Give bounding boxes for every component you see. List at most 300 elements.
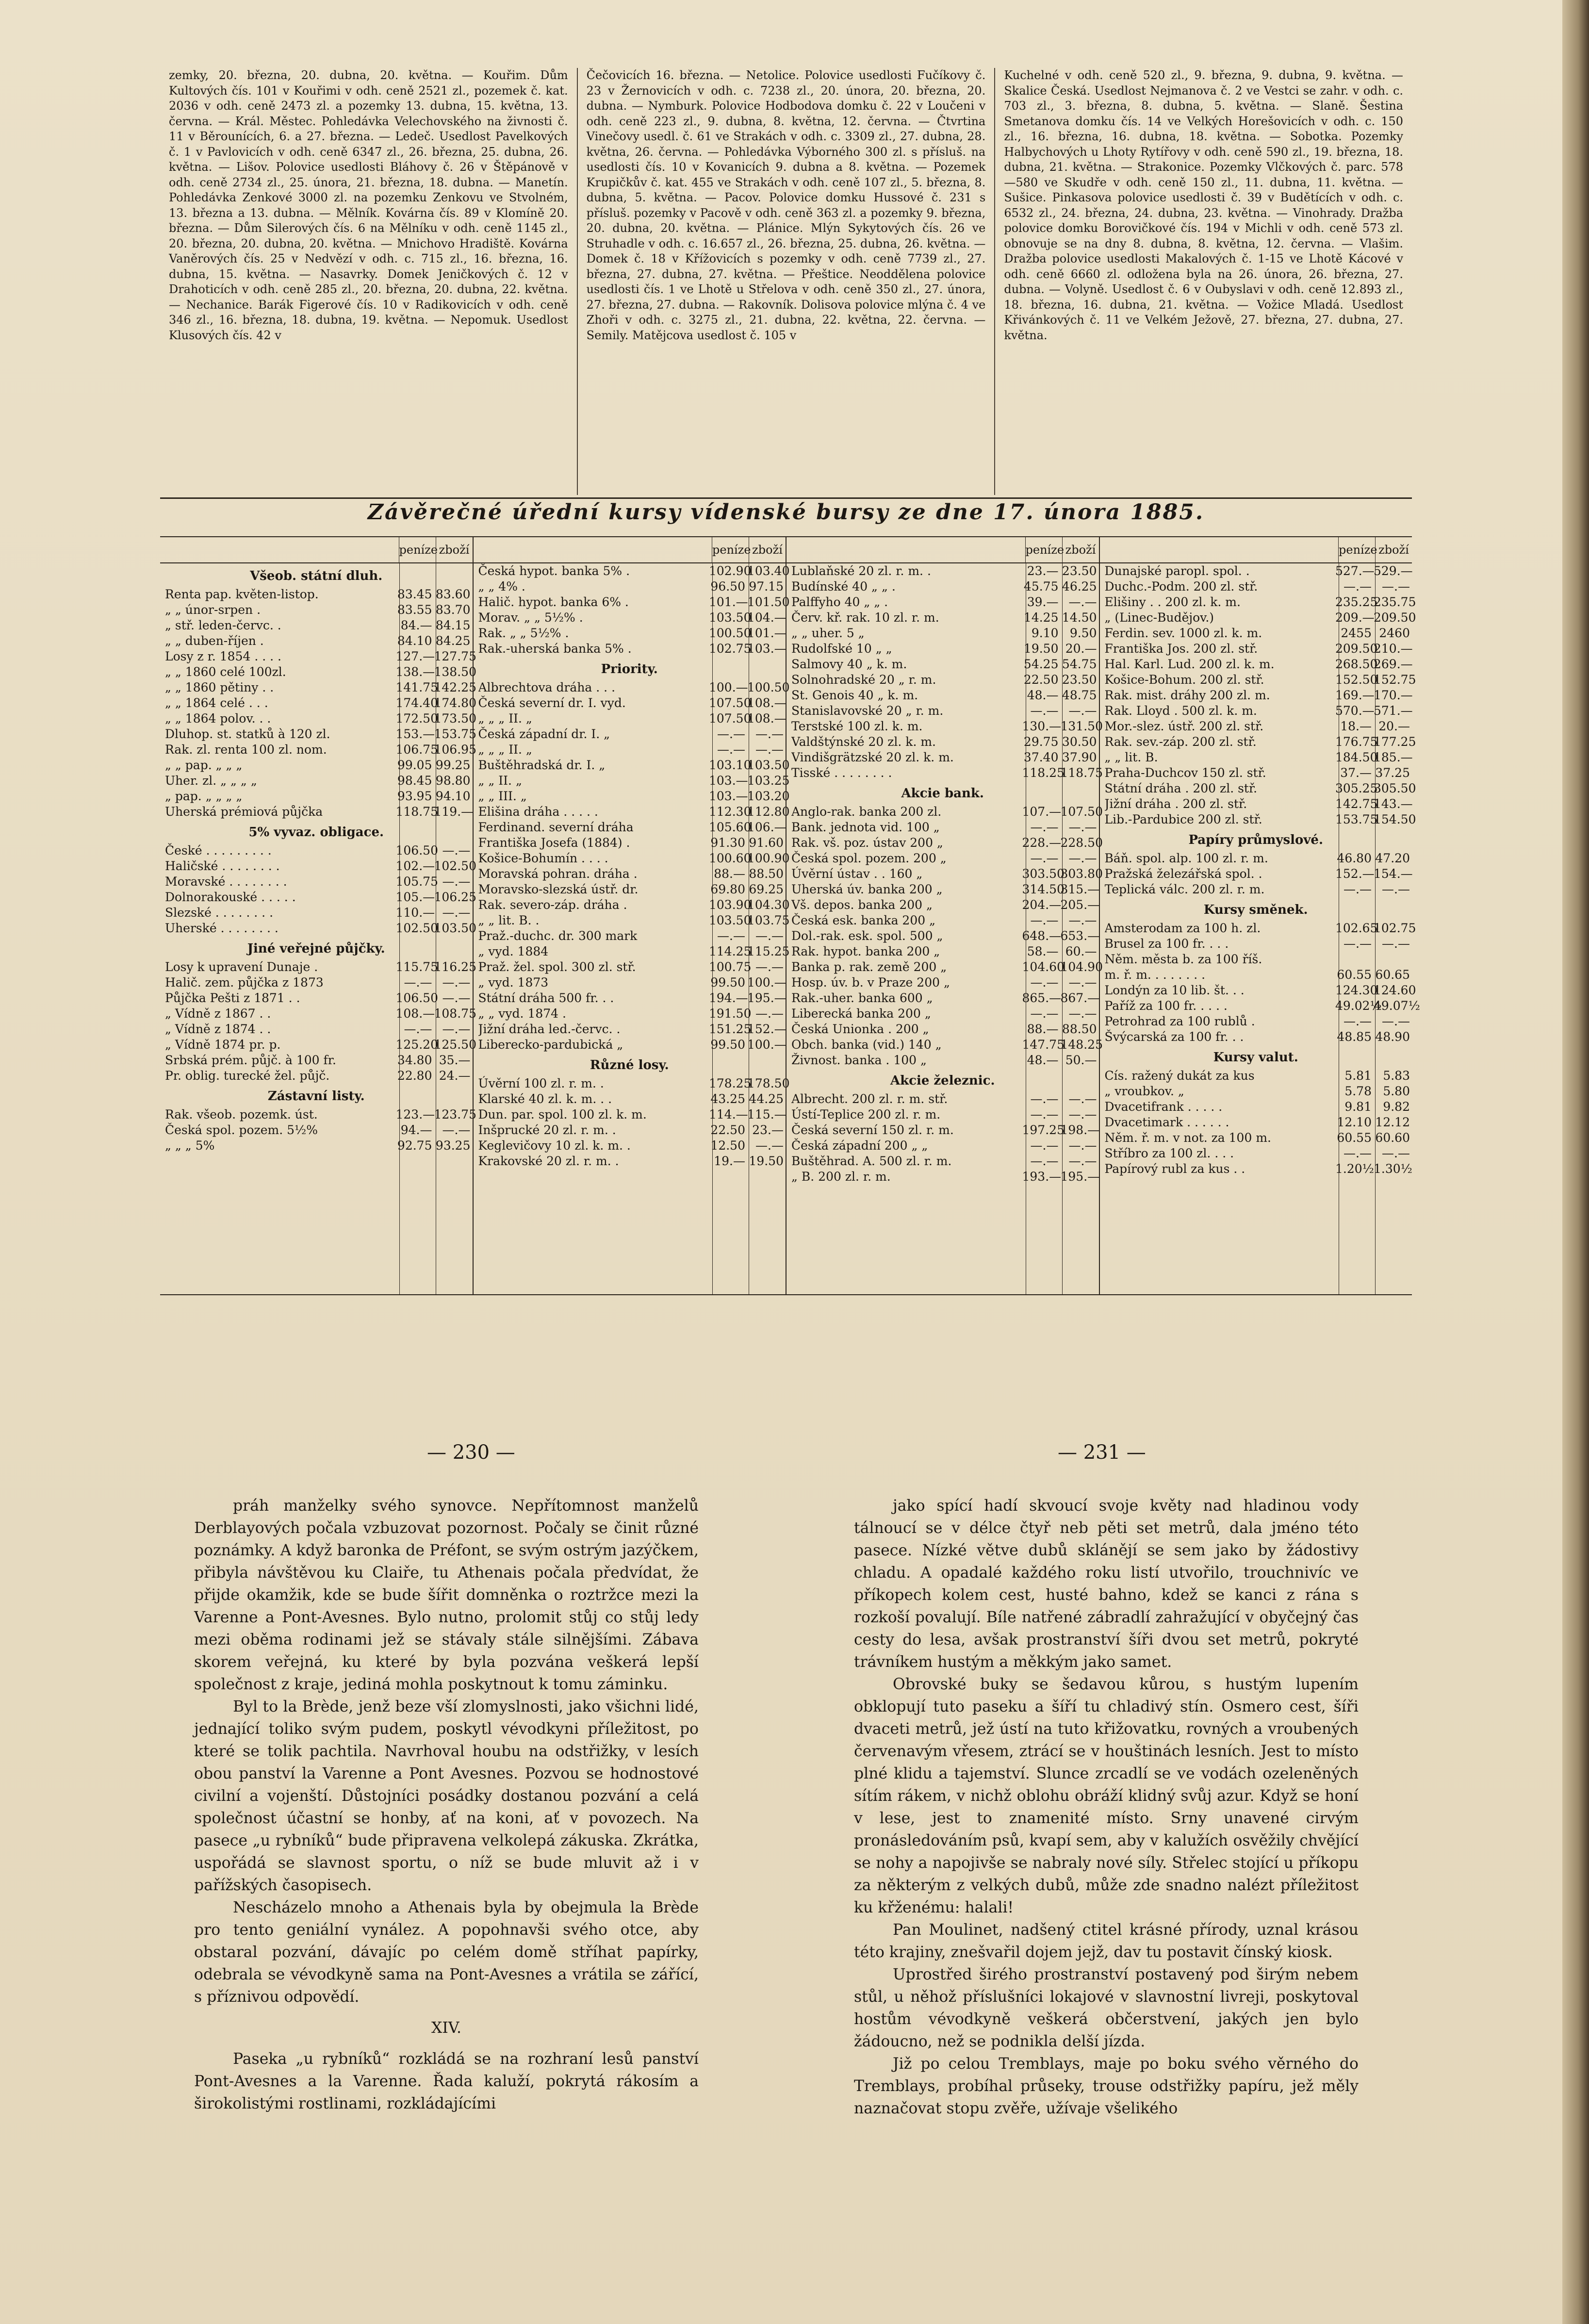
exchange-quotes-table — [160, 536, 1420, 1295]
price-money: 648.— — [1022, 929, 1062, 943]
quote-row — [474, 944, 790, 959]
price-money: 102.75 — [709, 642, 752, 656]
price-goods: 303.80 — [1060, 867, 1103, 881]
price-money: 118.75 — [395, 805, 438, 819]
price-goods: 125.50 — [434, 1038, 476, 1052]
quote-row — [786, 719, 1103, 734]
price-money: 43.25 — [710, 1092, 745, 1106]
security-name: Halič. zem. půjčka z 1873 — [165, 975, 324, 989]
price-money: 88.— — [714, 867, 745, 881]
security-name: Amsterodam za 100 h. zl. — [1104, 921, 1261, 935]
price-goods: 14.50 — [1062, 610, 1097, 625]
security-name: Úvěrní 100 zl. r. m. . — [478, 1076, 604, 1090]
paragraph: práh manželky svého synovce. Nepřítomnost manželů Derblayových počala vzbuzovat pozornost. Počaly se činit různé poznámky. A když baronka de Préfont, se svým ostrým jazýčkem, přibyla návštěvou ku Claiře, tu Athenais počala předvídat, že přijde okamžik, kde se bude šířit domněnka o roztržce mezi la Varenne a Pont-Avesnes. Bylo nutno, prolomit stůj co stůj ledy mezi oběma rodinami jež se stávaly stále silnějšími. Zábava skorem veřejná, ku které by byla pozvána veškerá lepší společnost z kraje, jediná mohla poskytnout k tomu záminku. — [194, 1497, 699, 1693]
security-name: Haličské . . . . . . . . — [165, 859, 280, 873]
price-goods: 152.75 — [1374, 673, 1416, 687]
price-goods: 24.— — [439, 1069, 471, 1083]
quote-row — [1100, 703, 1412, 719]
price-money: 103.10 — [709, 758, 752, 772]
price-money: 193.— — [1022, 1170, 1062, 1184]
quote-row — [160, 959, 476, 975]
price-money: 235.25 — [1335, 595, 1378, 609]
price-goods: —.— — [1068, 595, 1097, 609]
price-goods: —.— — [442, 991, 471, 1005]
quote-row — [786, 688, 1099, 703]
security-name: Rak. „ „ 5½% . — [478, 626, 569, 640]
price-goods: 174.80 — [434, 696, 476, 710]
quote-row — [474, 1138, 786, 1154]
security-name: Krakovské 20 zl. r. m. . — [478, 1154, 619, 1168]
price-goods: 108.— — [747, 711, 786, 725]
price-goods: 235.75 — [1374, 595, 1416, 609]
quotes-column-1 — [160, 537, 476, 1294]
price-money: 152.50 — [1335, 673, 1378, 687]
security-name: Františka Josefa (1884) . — [478, 836, 630, 850]
quote-row — [1100, 921, 1416, 936]
price-money: 22.80 — [397, 1069, 432, 1083]
header-goods: zboží — [749, 537, 786, 562]
price-goods: 228.50 — [1060, 836, 1103, 850]
quote-row — [1100, 983, 1416, 998]
quote-row — [786, 657, 1099, 672]
security-name: m. ř. m. . . . . . . . — [1104, 968, 1206, 982]
quote-row — [1100, 1014, 1412, 1029]
security-name: Anglo-rak. banka 200 zl. — [791, 805, 942, 819]
quotes-section-title: Kursy směnek. — [1203, 903, 1308, 917]
price-goods: 123.75 — [434, 1107, 476, 1121]
header-money: peníze — [1025, 537, 1062, 562]
price-money: 102.— — [395, 859, 435, 873]
price-money: 105.75 — [395, 874, 438, 889]
price-goods: 5.83 — [1383, 1069, 1410, 1083]
security-name: „ „ vyd. 1874 . — [478, 1006, 566, 1021]
price-goods: 178.50 — [747, 1076, 790, 1090]
price-goods: 103.40 — [747, 564, 790, 578]
security-name: Rak. Lloyd . 500 zl. k. m. — [1104, 704, 1257, 718]
quote-row — [474, 1107, 786, 1122]
price-money: 169.— — [1335, 688, 1375, 702]
price-goods: —.— — [1382, 1014, 1410, 1028]
security-name: Losy k upravení Dunaje . — [165, 960, 318, 974]
security-name: Inšprucké 20 zl. r. m. . — [478, 1123, 616, 1137]
security-name: Moravské . . . . . . . . — [165, 874, 287, 889]
security-name: Uherské . . . . . . . . — [165, 921, 278, 935]
price-money: —.— — [404, 1022, 432, 1036]
security-name: Liberecká banka 200 „ — [791, 1006, 931, 1021]
price-goods: —.— — [1068, 704, 1097, 718]
price-goods: —.— — [1382, 579, 1410, 593]
quote-row — [160, 1107, 476, 1122]
security-name: Londýn za 10 lib. št. . . — [1104, 983, 1245, 997]
security-name: Rak. sev.-záp. 200 zl. stř. — [1104, 735, 1257, 749]
quote-row — [474, 975, 786, 990]
price-goods: 118.75 — [1060, 766, 1103, 780]
security-name: Rudolfské 10 „ „ — [791, 642, 892, 656]
security-name: Něm. ř. m. v not. za 100 m. — [1104, 1131, 1271, 1145]
price-goods: 104.90 — [1060, 960, 1103, 974]
quotes-section-title: Kursy valut. — [1213, 1050, 1298, 1065]
quote-row — [160, 843, 473, 858]
quote-row — [1100, 594, 1416, 610]
header-goods: zboží — [436, 537, 473, 562]
price-money: 12.50 — [710, 1138, 745, 1153]
quote-row — [474, 758, 790, 773]
price-goods: 93.25 — [435, 1138, 471, 1153]
quote-row — [160, 649, 476, 664]
price-money: 48.— — [1027, 1053, 1059, 1067]
price-money: —.— — [1030, 1138, 1059, 1153]
quote-row — [786, 594, 1099, 610]
quotes-header — [786, 537, 1099, 563]
price-money: 23.— — [1027, 564, 1059, 578]
quote-row — [474, 882, 786, 897]
price-goods: 48.90 — [1375, 1030, 1410, 1044]
price-goods: 867.— — [1060, 991, 1100, 1005]
security-name: Česká spol. pozem. 5½% — [165, 1123, 318, 1137]
quote-row — [1100, 657, 1412, 672]
page-number-left: — 230 — — [427, 1441, 515, 1464]
price-goods: 60.— — [1065, 944, 1097, 958]
price-money: —.— — [1030, 913, 1059, 927]
quote-row — [786, 1091, 1099, 1107]
quote-row — [474, 866, 786, 882]
quote-row — [474, 913, 790, 928]
quote-row — [786, 820, 1099, 835]
quote-row — [786, 1037, 1103, 1053]
price-money: 103.— — [709, 774, 748, 788]
price-goods: 97.15 — [749, 579, 784, 593]
price-money: 94.— — [400, 1123, 432, 1137]
quote-row — [160, 742, 476, 758]
quote-row — [474, 594, 790, 610]
security-name: Báň. spol. alp. 100 zl. r. m. — [1104, 851, 1268, 865]
quote-row — [474, 680, 790, 695]
price-goods: —.— — [1068, 1154, 1097, 1168]
price-money: 103.50 — [709, 913, 752, 927]
security-name: Pražská železářská spol. . — [1104, 867, 1262, 881]
price-goods: 100.50 — [747, 680, 790, 694]
security-name: Červ. kř. rak. 10 zl. r. m. — [791, 610, 939, 625]
price-goods: 9.82 — [1383, 1100, 1410, 1114]
price-money: 46.80 — [1337, 851, 1372, 865]
paragraph: Uprostřed širého prostranství postavený pod širým nebem stůl, u něhož příslušníci lokajové v slavnostní livreji, poskytoval hostům vévodkyně veškerá občerstvení, jakých jen bylo žádoucno, než se podnikla delší jízda. — [854, 1966, 1359, 2050]
price-money: 151.25 — [709, 1022, 752, 1036]
security-name: Praha-Duchcov 150 zl. stř. — [1104, 766, 1266, 780]
price-goods: 100.— — [747, 975, 786, 989]
price-goods: —.— — [755, 960, 784, 974]
quote-row — [474, 820, 786, 835]
price-goods: 116.25 — [434, 960, 476, 974]
price-money: 96.50 — [710, 579, 745, 593]
price-goods: 69.25 — [749, 882, 784, 896]
security-name: Státní dráha 500 fr. . . — [478, 991, 614, 1005]
security-name: Česká spol. pozem. 200 „ — [791, 851, 947, 865]
quote-row — [474, 804, 790, 820]
quote-row — [1100, 610, 1416, 626]
quote-row — [160, 602, 473, 618]
security-name: „ Vídně z 1874 . . — [165, 1022, 271, 1036]
quote-row — [786, 1107, 1099, 1122]
price-goods: 37.25 — [1375, 766, 1410, 780]
price-money: 103.— — [709, 789, 748, 803]
price-money: 105.— — [395, 890, 435, 904]
quote-row — [474, 1022, 786, 1037]
security-name: Česká hypot. banka 5% . — [478, 564, 630, 578]
price-money: 45.75 — [1023, 579, 1059, 593]
security-name: „ „ „ II. „ — [478, 742, 532, 757]
price-money: 172.50 — [395, 711, 438, 725]
price-goods: —.— — [442, 1123, 471, 1137]
quote-row — [786, 835, 1103, 851]
quote-row — [1100, 765, 1412, 781]
security-name: Brusel za 100 fr. . . . — [1104, 937, 1229, 951]
price-money: 84.— — [400, 618, 432, 632]
price-money: 60.55 — [1337, 1131, 1372, 1145]
price-goods: 88.50 — [749, 867, 784, 881]
paragraph: Nescházelo mnoho a Athenais byla by obejmula la Brède pro tento geniální vynález. A popohnavši svého otce, aby obstaral pozvání, dávajíc po celém domě stříhat papírky, odebrala se vévodkyně sama na Pont-Avesnes a vrátila se zářící, s příznivou odpovědí. — [194, 1899, 699, 2006]
price-goods: 210.— — [1374, 642, 1413, 656]
quote-row — [474, 1076, 790, 1091]
security-name: Elišina dráha . . . . . — [478, 805, 598, 819]
security-name: Františka Jos. 200 zl. stř. — [1104, 642, 1258, 656]
quote-row — [1100, 998, 1420, 1014]
security-name: Rak. všeob. pozemk. úst. — [165, 1107, 318, 1121]
security-name: Buštěhrad. A. 500 zl. r. m. — [791, 1154, 952, 1168]
quote-row — [786, 1169, 1099, 1185]
price-goods: 9.50 — [1069, 626, 1097, 640]
security-name: Uherská prémiová půjčka — [165, 805, 323, 819]
price-goods: 209.50 — [1374, 610, 1416, 625]
quote-row — [160, 975, 473, 990]
security-name: Moravská pohran. dráha . — [478, 867, 638, 881]
price-goods: —.— — [755, 1006, 784, 1021]
security-name: Keglevičovy 10 zl. k. m. . — [478, 1138, 631, 1153]
security-name: „ vroubkov. „ — [1104, 1084, 1184, 1098]
price-goods: 106.95 — [434, 742, 476, 757]
price-money: 107.50 — [709, 711, 752, 725]
price-goods: 653.— — [1060, 929, 1100, 943]
price-goods: —.— — [1068, 975, 1097, 989]
quote-row — [1100, 851, 1412, 866]
price-goods: 101.— — [747, 626, 786, 640]
price-money: 69.80 — [710, 882, 745, 896]
price-money: 104.60 — [1022, 960, 1065, 974]
quote-row — [474, 641, 786, 657]
header-money: peníze — [399, 537, 436, 562]
security-name: Solnohradské 20 „ r. m. — [791, 673, 936, 687]
security-name: Rak. zl. renta 100 zl. nom. — [165, 742, 327, 757]
price-money: 60.55 — [1337, 968, 1372, 982]
quote-row — [160, 1022, 473, 1037]
security-name: „ pap. „ „ „ „ — [165, 789, 243, 803]
price-goods: 48.75 — [1062, 688, 1097, 702]
security-name: Hosp. úv. b. v Praze 200 „ — [791, 975, 950, 989]
security-name: „ „ lit. B. . — [478, 913, 540, 927]
price-money: 174.40 — [395, 696, 438, 710]
security-name: Dol.-rak. esk. spol. 500 „ — [791, 929, 943, 943]
quote-row — [786, 897, 1099, 913]
security-name: Dolnorakouské . . . . . — [165, 890, 296, 904]
price-goods: 112.80 — [747, 805, 790, 819]
header-money: peníze — [712, 537, 749, 562]
price-money: 178.25 — [709, 1076, 752, 1090]
price-goods: 106.25 — [434, 890, 476, 904]
price-money: 102.50 — [395, 921, 438, 935]
quotes-column-3 — [786, 537, 1103, 1294]
paragraph: Byl to la Brède, jenž beze vší zlomyslnosti, jako všichni lidé, jednající toliko svým pudem, poskytl vévodkyni příležitost, po které se tolik pachtila. Navrhoval houbu na odstřižky, v lesích obou panství la Varenne a Pont Avesnes. Pozvou se hodnostové civilní a vojenští. Důstojníci posádky dostanou pozvání a celá společnost účastní se honby, ať na koni, ať v povozech. Na pasece „u rybníků“ bude připravena velkolepá zákuska. Zkrátka, uspořádá se slavnost sportu, o níž se bude mluvit až i v pařížských časopisech. — [194, 1698, 699, 1894]
price-money: 106.75 — [395, 742, 438, 757]
price-money: 268.50 — [1335, 657, 1378, 671]
price-money: 106.50 — [395, 843, 438, 857]
price-money: —.— — [1343, 579, 1372, 593]
security-name: Halič. hypot. banka 6% . — [478, 595, 629, 609]
security-name: Košice-Bohum. 200 zl. stř. — [1104, 673, 1264, 687]
price-goods: 1.30½ — [1374, 1162, 1412, 1176]
price-goods: 198.— — [1060, 1123, 1100, 1137]
security-name: Slezské . . . . . . . . — [165, 906, 274, 920]
security-name: Dunajské paropl. spol. . — [1104, 564, 1250, 578]
price-money — [1335, 952, 1374, 967]
price-money: 48.85 — [1337, 1030, 1372, 1044]
quote-row — [786, 1122, 1099, 1138]
price-goods: —.— — [1068, 913, 1097, 927]
price-money: —.— — [1030, 975, 1059, 989]
security-name: „ (Linec-Budějov.) — [1104, 610, 1214, 625]
quotes-section-title: Jiné veřejné půjčky. — [247, 941, 385, 956]
price-goods: 108.75 — [434, 1006, 476, 1021]
quote-row — [160, 618, 473, 633]
quotes-section-title: Papíry průmyslové. — [1188, 833, 1324, 847]
price-money: 84.10 — [397, 634, 432, 648]
security-name: Lublaňské 20 zl. r. m. . — [791, 564, 931, 578]
price-money: 2455 — [1341, 626, 1372, 640]
security-name: Palffyho 40 „ „ . — [791, 595, 888, 609]
price-goods: 195.— — [1060, 1170, 1100, 1184]
price-money: 865.— — [1022, 991, 1062, 1005]
security-name: Elišiny . . 200 zl. k. m. — [1104, 595, 1241, 609]
price-goods: 103.25 — [747, 774, 790, 788]
quote-row — [160, 726, 476, 742]
price-money: —.— — [1343, 1014, 1372, 1028]
notice-column-3: Kuchelné v odh. ceně 520 zl., 9. března, 9. dubna, 9. května. — Skalice Česká. Usedlost Nejmanova č. 2 ve Vestci se zahr. v odh. c. 703 zl., 3. března, 8. dubna, 5. května. — Slaně. Šestina Smetanova domku čís. 14 ve Velkých Horešovicích v odh. c. 150 zl., 16. března, 16. dubna, 18. května. — Sobotka. Pozemky Halbychových u Lhoty Rytířovy v odh. ceně 590 zl., 19. března, 18. dubna, 21. května. — Strakonice. Pozemky Vlčkových č. parc. 578—580 ve Skudře v odh. ceně 150 zl., 11. dubna, 11. května. — Sušice. Pinkasova polovice usedlosti č. 39 v Budětících v odh. c. 6532 zl., 24. března, 24. dubna, 23. května. — Vinohrady. Dražba polovice domku Borovičkové čís. 194 v Michli v odh. ceně 573 zl. obnovuje se na dny 8. dubna, 8. května, 12. června. — Vlašim. Dražba polovice usedlosti Makalových č. 1-15 ve Lhotě Kácové v odh. ceně 6660 zl. odložena byla na 26. února, 26. března, 27. dubna. — Volyně. Usedlost č. 6 v Oubyslavi v odh. ceně 12.893 zl., 18. března, 16. dubna, 21. května. — Vožice Mladá. Usedlost Křivánkových č. 11 ve Velkém Ježově, 27. března, 27. dubna, 27. května. — [994, 68, 1412, 495]
paragraph: Obrovské buky se šedavou kůrou, s hustým lupením obklopují tuto paseku a šíří tu chladivý stín. Osmero cest, šíři dvaceti metrů, jež ústí na tuto křižovatku, rovných a vroubených červenavým vřesem, ztrácí se v houštinách lesních. Jest to místo plné klidu a tajemství. Slunce zrcadlí se ve vodách ozeleněných sítím rákem, v nichž oblohu obráží klidný svůj azur. Když se honí v lese, jest to znamenité místo. Srny unavené cirvým pronásledováním psů, kvapí sem, aby v kalužích osvěžily chvějící se nohy a napojivše se nabraly nové síly. Střelec stojící u příkopu za některým z velkých dubů, může zde snadno nalézt příležitost ku křženému: halali! — [854, 1676, 1359, 1916]
security-name: Česká Unionka . 200 „ — [791, 1022, 929, 1036]
quote-row — [474, 626, 786, 641]
security-name: „ „ „ II. „ — [478, 711, 532, 725]
quote-row — [160, 711, 476, 726]
quote-row — [160, 664, 476, 680]
quote-row — [474, 610, 786, 626]
price-goods: 115.— — [747, 1107, 786, 1121]
security-name: Srbská prém. půjč. à 100 fr. — [165, 1053, 336, 1067]
security-name: Rak. hypot. banka 200 „ — [791, 944, 940, 958]
price-goods: —.— — [442, 874, 471, 889]
quote-row — [474, 1006, 786, 1022]
price-money: 9.81 — [1344, 1100, 1372, 1114]
security-name: „ stř. leden-červc. . — [165, 618, 281, 632]
price-goods: 23.50 — [1062, 673, 1097, 687]
price-money: 100.— — [709, 680, 748, 694]
quote-row — [786, 1053, 1099, 1068]
quote-row — [160, 1068, 473, 1084]
price-goods: —.— — [442, 843, 471, 857]
security-name: Paříž za 100 fr. . . . . — [1104, 999, 1228, 1013]
quote-row — [1100, 672, 1416, 688]
price-goods: —.— — [442, 975, 471, 989]
price-money: 39.— — [1027, 595, 1059, 609]
security-name: „ „ duben-říjen . — [165, 634, 264, 648]
price-money: —.— — [717, 929, 745, 943]
security-name: „ „ uher. 5 „ — [791, 626, 865, 640]
security-name: Morav. „ „ 5½% . — [478, 610, 583, 625]
price-goods: —.— — [755, 929, 784, 943]
quote-row — [786, 866, 1103, 882]
price-money: 98.45 — [397, 774, 432, 788]
quote-row — [786, 990, 1099, 1006]
price-money: 58.— — [1027, 944, 1059, 958]
price-goods: 99.25 — [435, 758, 471, 772]
price-goods: —.— — [1068, 1107, 1097, 1121]
price-money: 107.50 — [709, 696, 752, 710]
price-goods: 148.25 — [1060, 1038, 1103, 1052]
quotes-header — [1100, 537, 1412, 563]
price-money: —.— — [1030, 1092, 1059, 1106]
quote-row — [474, 563, 790, 579]
security-name: Bank. jednota vid. 100 „ — [791, 820, 940, 834]
price-goods: 83.70 — [435, 603, 471, 617]
quote-row — [474, 579, 786, 594]
quote-row — [786, 610, 1099, 626]
price-money: 102.65 — [1335, 921, 1378, 935]
quote-row — [160, 1037, 476, 1053]
quote-row — [160, 587, 473, 602]
quote-row — [160, 680, 476, 695]
price-goods: 20.— — [1065, 642, 1097, 656]
security-name: Živnost. banka . 100 „ — [791, 1053, 927, 1067]
quote-row — [160, 1053, 473, 1068]
quote-row — [786, 928, 1099, 944]
price-money: 209.50 — [1335, 642, 1378, 656]
quote-row — [786, 626, 1099, 641]
price-money: 54.25 — [1023, 657, 1059, 671]
security-name: Losy z r. 1854 . . . . — [165, 649, 281, 663]
price-goods: 47.20 — [1375, 851, 1410, 865]
quote-row — [786, 734, 1099, 750]
quote-row — [160, 633, 473, 649]
price-money: 106.50 — [395, 991, 438, 1005]
quote-row — [786, 1006, 1099, 1022]
price-goods: 84.25 — [435, 634, 471, 648]
security-name: Lib.-Pardubice 200 zl. stř. — [1104, 812, 1262, 826]
price-money: 125.20 — [395, 1038, 438, 1052]
price-money: 209.— — [1335, 610, 1375, 625]
price-goods: 131.50 — [1060, 719, 1103, 733]
quote-row — [474, 773, 790, 789]
price-money: 22.50 — [1023, 673, 1059, 687]
quote-row — [1100, 1146, 1412, 1161]
quote-row — [474, 835, 786, 851]
price-goods: 106.— — [747, 820, 786, 834]
security-name: „ „ „ 5% — [165, 1138, 215, 1153]
security-name: Hal. Karl. Lud. 200 zl. k. m. — [1104, 657, 1275, 671]
price-money: 99.50 — [710, 975, 745, 989]
security-name: „ B. 200 zl. r. m. — [791, 1170, 891, 1184]
security-name: Švýcarská za 100 fr. . . — [1104, 1030, 1244, 1044]
price-goods: —.— — [755, 742, 784, 757]
security-name: Duchc.-Podm. 200 zl. stř. — [1104, 579, 1258, 593]
price-money: 1.20½ — [1335, 1162, 1374, 1176]
price-goods: 153.75 — [434, 727, 476, 741]
